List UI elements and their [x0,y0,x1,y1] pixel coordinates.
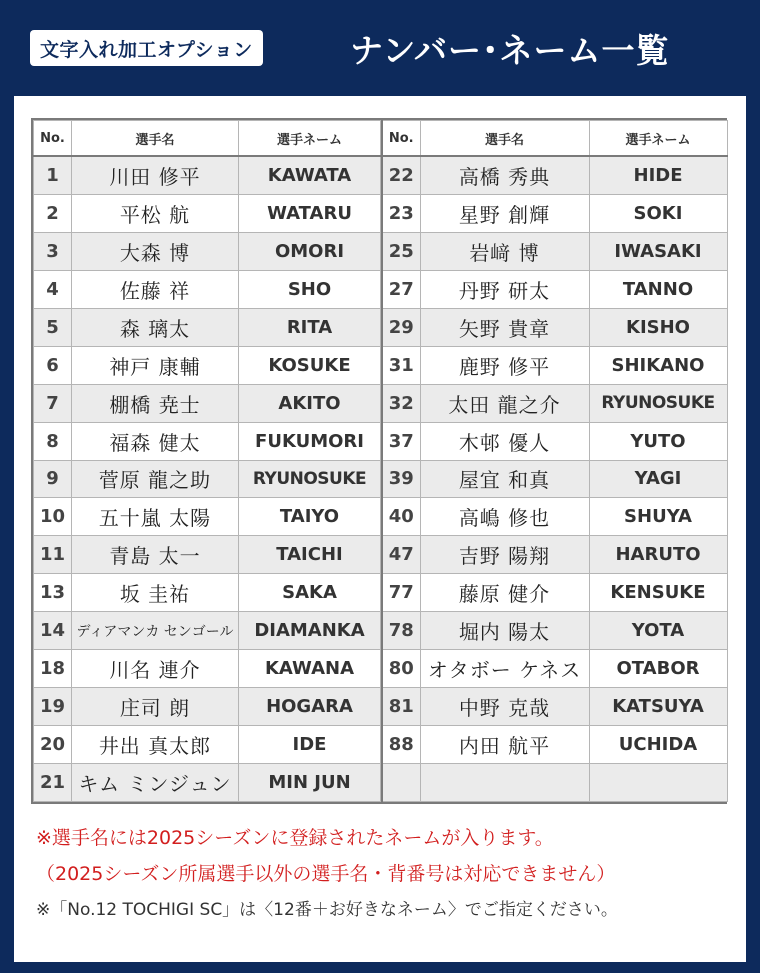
player-number: 25 [382,232,420,270]
player-name: 佐藤 祥 [72,270,239,308]
roster-table-right [381,120,728,802]
player-number: 18 [34,650,72,688]
player-name: 神戸 康輔 [72,346,239,384]
player-number: 21 [34,764,72,802]
table-row [34,346,381,384]
table-row [382,460,727,498]
player-mark: SHUYA [589,498,727,536]
table-row [34,650,381,688]
table-row [382,536,727,574]
table-row [34,194,381,232]
player-mark: RITA [239,308,381,346]
player-number: 23 [382,194,420,232]
table-row [34,498,381,536]
table-row [382,688,727,726]
player-name: 矢野 貴章 [420,308,589,346]
player-number: 88 [382,726,420,764]
player-name: 堀内 陽太 [420,612,589,650]
player-name: 木邨 優人 [420,422,589,460]
player-name: 庄司 朗 [72,688,239,726]
player-name: 藤原 健介 [420,574,589,612]
player-name: 内田 航平 [420,726,589,764]
player-number: 22 [382,156,420,194]
table-row [34,308,381,346]
note-no12: ※「No.12 TOCHIGI SC」は〈12番＋お好きなネーム〉でご指定ください。 [36,900,618,920]
table-row [34,422,381,460]
table-row [34,536,381,574]
table-row [382,726,727,764]
column-header-player-mark: 選手ネーム [589,121,727,157]
player-mark: YUTO [589,422,727,460]
player-number: 20 [34,726,72,764]
player-name [420,764,589,802]
player-name: 菅原 龍之助 [72,460,239,498]
table-row [382,346,727,384]
player-number: 47 [382,536,420,574]
content-panel [14,96,746,962]
table-row [34,384,381,422]
player-mark: YOTA [589,612,727,650]
roster-left-body [34,156,381,802]
player-number: 4 [34,270,72,308]
player-name: 高橋 秀典 [420,156,589,194]
player-name: オタボー ケネス [420,650,589,688]
roster-table-left [33,120,381,802]
player-number: 39 [382,460,420,498]
note-unsupported: （2025シーズン所属選手以外の選手名・背番号は対応できません） [36,863,616,885]
column-header-player-name: 選手名 [72,121,239,157]
player-mark: YAGI [589,460,727,498]
player-number: 40 [382,498,420,536]
player-name: 岩﨑 博 [420,232,589,270]
player-mark: HOGARA [239,688,381,726]
table-row [382,232,727,270]
player-name: 屋宜 和真 [420,460,589,498]
player-number: 31 [382,346,420,384]
player-mark: OMORI [239,232,381,270]
player-mark: DIAMANKA [239,612,381,650]
player-mark: HIDE [589,156,727,194]
player-number: 5 [34,308,72,346]
player-mark: UCHIDA [589,726,727,764]
table-row [382,308,727,346]
table-row [34,612,381,650]
player-number: 14 [34,612,72,650]
table-row [382,422,727,460]
notes [36,820,736,928]
player-name: 平松 航 [72,194,239,232]
table-row [34,156,381,194]
table-row [382,650,727,688]
table-row [34,726,381,764]
player-name: 中野 克哉 [420,688,589,726]
player-mark: OTABOR [589,650,727,688]
table-header-row [382,121,727,157]
player-mark: HARUTO [589,536,727,574]
player-number: 2 [34,194,72,232]
roster-tables [31,118,727,804]
player-number: 81 [382,688,420,726]
player-number: 1 [34,156,72,194]
player-number: 29 [382,308,420,346]
player-mark: KAWANA [239,650,381,688]
player-mark: MIN JUN [239,764,381,802]
table-row [34,460,381,498]
player-number: 7 [34,384,72,422]
player-mark [589,764,727,802]
player-mark: AKITO [239,384,381,422]
player-number: 27 [382,270,420,308]
table-row [382,270,727,308]
table-row [34,232,381,270]
player-name: 高嶋 修也 [420,498,589,536]
player-mark: KAWATA [239,156,381,194]
table-row [382,612,727,650]
player-name: 丹野 研太 [420,270,589,308]
player-mark: KENSUKE [589,574,727,612]
table-row [382,498,727,536]
player-name: 青島 太一 [72,536,239,574]
player-mark: KOSUKE [239,346,381,384]
roster-right-body [382,156,727,802]
player-mark: RYUNOSUKE [239,460,381,498]
player-name: 五十嵐 太陽 [72,498,239,536]
player-mark: KISHO [589,308,727,346]
player-number: 3 [34,232,72,270]
player-number: 11 [34,536,72,574]
player-name: 川田 修平 [72,156,239,194]
player-mark: IWASAKI [589,232,727,270]
player-mark: IDE [239,726,381,764]
player-number: 10 [34,498,72,536]
table-row [34,764,381,802]
page-title: ナンバー･ネーム一覧 [350,30,670,70]
player-name: 福森 健太 [72,422,239,460]
player-name: 星野 創輝 [420,194,589,232]
table-header-row [34,121,381,157]
note-registered-names: ※選手名には2025シーズンに登録されたネームが入ります。 [36,827,554,849]
player-number: 19 [34,688,72,726]
player-name: ディアマンカ センゴール [72,612,239,650]
column-header-no: No. [382,121,420,157]
table-row [382,574,727,612]
table-row [382,194,727,232]
player-number: 78 [382,612,420,650]
column-header-player-mark: 選手ネーム [239,121,381,157]
player-mark: FUKUMORI [239,422,381,460]
player-mark: TAIYO [239,498,381,536]
player-number: 37 [382,422,420,460]
player-name: 森 璃太 [72,308,239,346]
player-name: 川名 連介 [72,650,239,688]
player-mark: SOKI [589,194,727,232]
table-row [382,384,727,422]
player-mark: SAKA [239,574,381,612]
player-name: 鹿野 修平 [420,346,589,384]
player-name: キム ミンジュン [72,764,239,802]
player-mark: TANNO [589,270,727,308]
table-row [34,574,381,612]
player-mark: TAICHI [239,536,381,574]
player-number: 8 [34,422,72,460]
player-number: 9 [34,460,72,498]
player-mark: SHO [239,270,381,308]
player-name: 吉野 陽翔 [420,536,589,574]
player-number: 32 [382,384,420,422]
player-number: 13 [34,574,72,612]
player-mark: SHIKANO [589,346,727,384]
player-number: 6 [34,346,72,384]
table-row [382,156,727,194]
player-number [382,764,420,802]
player-number: 77 [382,574,420,612]
player-name: 大森 博 [72,232,239,270]
player-name: 井出 真太郎 [72,726,239,764]
column-header-player-name: 選手名 [420,121,589,157]
table-row [382,764,727,802]
player-mark: RYUNOSUKE [589,384,727,422]
player-name: 坂 圭祐 [72,574,239,612]
player-name: 太田 龍之介 [420,384,589,422]
table-row [34,270,381,308]
column-header-no: No. [34,121,72,157]
player-number: 80 [382,650,420,688]
player-mark: KATSUYA [589,688,727,726]
player-mark: WATARU [239,194,381,232]
table-row [34,688,381,726]
header [0,0,760,92]
option-badge: 文字入れ加工オプション [30,30,263,66]
player-name: 棚橋 尭士 [72,384,239,422]
